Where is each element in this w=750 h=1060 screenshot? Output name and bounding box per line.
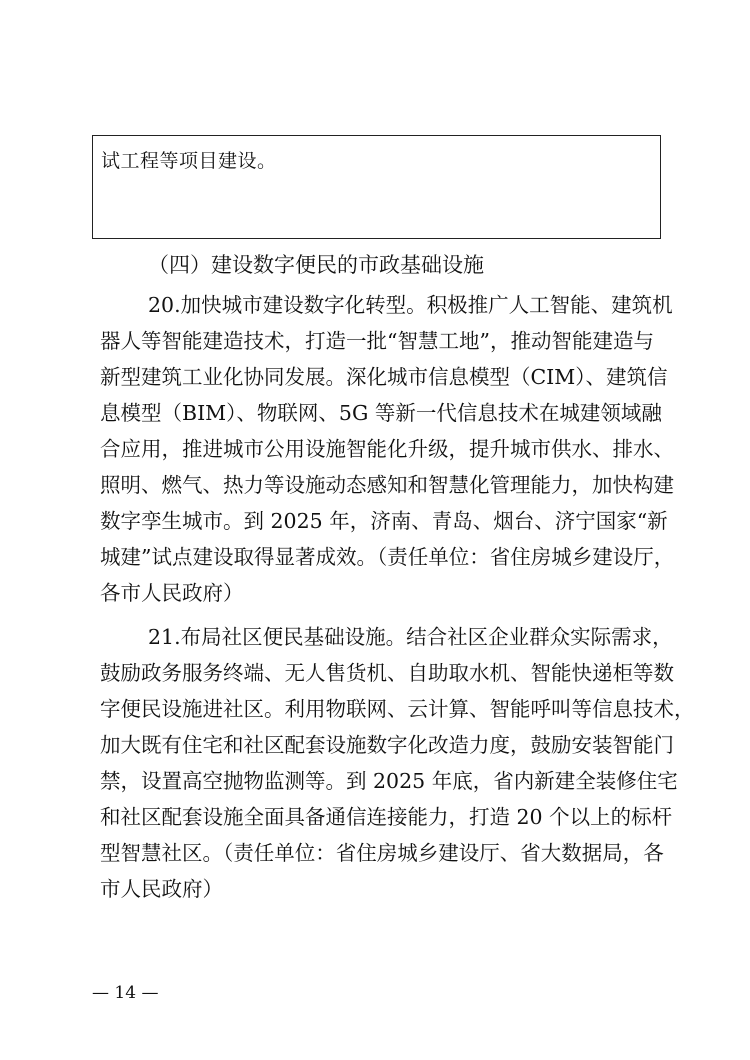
paragraph-20-line: 各市人民政府） [100,581,244,605]
section-heading: （四）建设数字便民的市政基础设施 [148,253,484,277]
paragraph-21-line: 字便民设施进社区。利用物联网、云计算、智能呼叫等信息技术， [100,697,695,721]
paragraph-21-line: 鼓励政务服务终端、无人售货机、自助取水机、智能快递柜等数 [100,661,674,685]
paragraph-20-line: 数字孪生城市。到 2025 年，济南、青岛、烟台、济宁国家“新 [100,509,668,533]
continuation-text: 试工程等项目建设。 [101,150,277,172]
paragraph-21-line: 禁，设置高空抛物监测等。到 2025 年底，省内新建全装修住宅 [100,769,678,793]
paragraph-21-line: 型智慧社区。（责任单位：省住房城乡建设厅、省大数据局，各 [100,841,664,865]
paragraph-21-line: 市人民政府） [100,877,223,901]
paragraph-21-line: 21.布局社区便民基础设施。结合社区企业群众实际需求， [148,625,673,649]
page-number: — 14 — [92,983,159,1003]
paragraph-20-line: 城建”试点建设取得显著成效。（责任单位：省住房城乡建设厅， [100,545,675,569]
paragraph-21-line: 加大既有住宅和社区配套设施数字化改造力度，鼓励安装智能门 [100,733,674,757]
paragraph-21-line: 和社区配套设施全面具备通信连接能力，打造 20 个以上的标杆 [100,805,673,829]
paragraph-20-line: 合应用，推进城市公用设施智能化升级，提升城市供水、排水、 [100,437,674,461]
paragraph-20-line: 器人等智能建造技术，打造一批“智慧工地”，推动智能建造与 [100,329,654,353]
paragraph-20-line: 20.加快城市建设数字化转型。积极推广人工智能、建筑机 [148,293,673,317]
continuation-box [92,135,661,239]
paragraph-20-line: 息模型（BIM）、物联网、5G 等新一代信息技术在城建领域融 [100,401,662,425]
paragraph-20-line: 照明、燃气、热力等设施动态感知和智慧化管理能力，加快构建 [100,473,674,497]
paragraph-20-line: 新型建筑工业化协同发展。深化城市信息模型（CIM）、建筑信 [100,365,668,389]
